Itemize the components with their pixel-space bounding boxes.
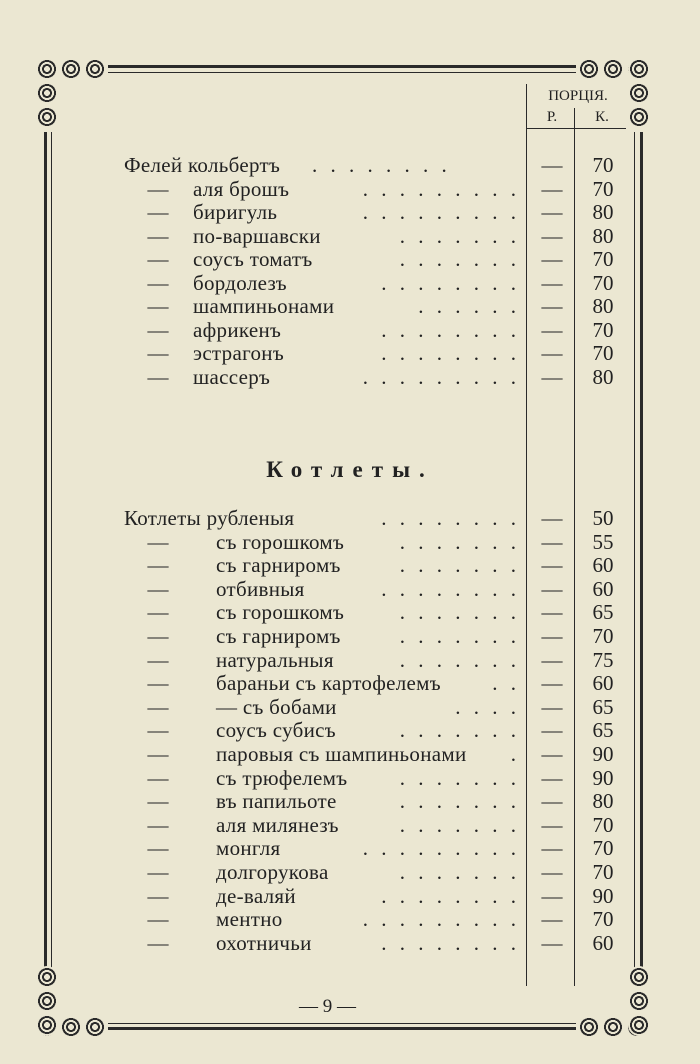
ditto-dash: — [147,341,169,365]
item-name: аля милянезъ [216,812,339,837]
ditto-dash: — [147,789,169,814]
menu-row [0,695,700,719]
price-kop: 80 [592,200,614,224]
menu-row [0,624,700,648]
item-name: охотничьи [216,930,312,955]
price-kop: 90 [592,883,614,908]
price-rub: — [541,883,563,908]
ditto-dash: — [147,223,169,248]
price-rub: — [541,624,563,648]
menu-row [0,860,700,884]
leader-dots: . . . . . . . . [381,317,520,342]
price-kop: 80 [592,789,614,814]
leader-dots: . . . . . . . . [381,930,520,955]
item-name: аля брошъ [193,176,290,201]
leader-dots: . . . . . . . [399,553,520,578]
menu-row [0,365,700,389]
price-kop: 60 [592,553,614,578]
price-rub: — [541,647,563,672]
leader-dots: . . . . . . . [399,529,520,554]
menu-row [0,247,700,271]
item-name: эстрагонъ [193,341,284,365]
menu-row [0,671,700,695]
frame-bottom-line [108,1027,576,1030]
leader-dots: . . . . . . . [399,789,520,814]
price-rub: — [541,270,563,295]
item-name: бордолезъ [193,270,287,295]
menu-row [0,153,700,177]
ditto-dash: — [147,553,169,578]
price-rub: — [541,718,563,743]
leader-dots: . . . . . . . [399,647,520,672]
price-rub: — [541,671,563,696]
menu-row [0,530,700,554]
header-rub: Р. [546,109,558,125]
ornament-top-left-v [36,58,60,132]
price-rub: — [541,812,563,837]
menu-row [0,648,700,672]
item-name: съ горошкомъ [216,529,345,554]
item-name: соусъ томатъ [193,247,313,271]
menu-row [0,294,700,318]
price-rub: — [541,860,563,884]
price-rub: — [541,341,563,365]
menu-row [0,766,700,790]
ditto-dash: — [147,671,169,696]
ditto-dash: — [147,812,169,837]
item-name: съ трюфелемъ [216,765,348,790]
price-kop: 60 [592,576,614,601]
leader-dots: . . [492,671,520,696]
price-kop: 70 [592,624,614,648]
section-title-cutlets: Котлеты. [266,457,434,482]
price-kop: 70 [592,317,614,342]
item-name: — съ бобами [216,694,337,719]
menu-row [0,200,700,224]
frame-top-line [108,65,576,68]
leader-dots: . . . . . . . . . [362,176,520,201]
menu-row [0,553,700,577]
price-rub: — [541,553,563,578]
menu-row [0,224,700,248]
price-kop: 60 [592,671,614,696]
header-underline [526,128,626,129]
header-kop: К. [595,109,609,125]
ditto-dash: — [147,529,169,554]
price-rub: — [541,907,563,932]
price-kop: 70 [592,247,614,271]
price-kop: 90 [592,742,614,766]
price-rub: — [541,364,563,389]
menu-row [0,177,700,201]
leader-dots: . . . . . . . . . [362,836,520,861]
price-kop: 65 [592,600,614,625]
menu-row [0,318,700,342]
price-rub: — [541,765,563,790]
leader-dots: . . . . . . . [399,718,520,743]
item-name: Фелей кольбертъ [124,153,281,177]
price-rub: — [541,694,563,719]
menu-row [0,813,700,837]
menu-row [0,742,700,766]
price-rub: — [541,529,563,554]
leader-dots: . . . . [455,694,520,719]
price-rub: — [541,200,563,224]
leader-dots: . . . . . . . . . [362,907,520,932]
price-kop: 70 [592,812,614,837]
item-name: паровыя съ шампиньонами [216,742,467,766]
ditto-dash: — [147,907,169,932]
price-kop: 70 [592,907,614,932]
frame-top-line-thin [108,72,576,73]
item-name: монгля [216,836,281,861]
price-kop: 70 [592,176,614,201]
page-number: — 9 — [299,996,356,1017]
item-name: въ папильоте [216,789,337,814]
price-kop: 70 [592,270,614,295]
ditto-dash: — [147,270,169,295]
item-name: биригуль [193,200,278,224]
price-kop: 50 [592,506,614,530]
leader-dots: . . . . . . . . [381,883,520,908]
ditto-dash: — [147,200,169,224]
price-rub: — [541,176,563,201]
ditto-dash: — [147,364,169,389]
ditto-dash: — [147,294,169,318]
price-kop: 65 [592,694,614,719]
item-name: Котлеты рубленыя [124,506,295,530]
price-rub: — [541,576,563,601]
price-rub: — [541,789,563,814]
ditto-dash: — [147,647,169,672]
price-kop: 70 [592,860,614,884]
leader-dots: . . . . . . . [399,860,520,884]
leader-dots: . . . . . . . [399,223,520,248]
price-rub: — [541,930,563,955]
item-name: африкенъ [193,317,282,342]
frame-bottom-line-thin [108,1023,576,1024]
price-rub: — [541,742,563,766]
menu-row [0,836,700,860]
menu-row [0,271,700,295]
ditto-dash: — [147,930,169,955]
price-kop: 75 [592,647,614,672]
menu-row [0,884,700,908]
ditto-dash: — [147,247,169,271]
item-name: долгорукова [216,860,329,884]
leader-dots: . . . . . . . . [381,506,520,530]
menu-row [0,718,700,742]
ditto-dash: — [147,836,169,861]
price-kop: 80 [592,364,614,389]
price-rub: — [541,506,563,530]
ditto-dash: — [147,176,169,201]
ditto-dash: — [147,883,169,908]
price-kop: 70 [592,836,614,861]
price-kop: 90 [592,765,614,790]
price-kop: 65 [592,718,614,743]
leader-dots: . . . . . . . . . [362,364,520,389]
price-rub: — [541,836,563,861]
ditto-dash: — [147,694,169,719]
item-name: шассеръ [193,364,271,389]
price-kop: 60 [592,930,614,955]
leader-dots: . . . . . . [418,294,520,318]
price-kop: 70 [592,341,614,365]
item-name: бараньи съ картофелемъ [216,671,441,696]
ditto-dash: — [147,624,169,648]
leader-dots: . . . . . . . . [312,153,451,177]
item-name: отбивныя [216,576,305,601]
ditto-dash: — [147,576,169,601]
item-name: съ гарниромъ [216,553,341,578]
leader-dots: . [510,742,520,766]
item-name: ментно [216,907,283,932]
price-kop: 80 [592,223,614,248]
ditto-dash: — [147,718,169,743]
menu-row [0,341,700,365]
ditto-dash: — [147,600,169,625]
ditto-dash: — [147,860,169,884]
header-portion: ПОРЦІЯ. [548,88,608,104]
ditto-dash: — [147,765,169,790]
item-name: съ горошкомъ [216,600,345,625]
price-rub: — [541,600,563,625]
item-name: съ гарниромъ [216,624,341,648]
item-name: по-варшавски [193,223,321,248]
leader-dots: . . . . . . . . [381,341,520,365]
item-name: де-валяй [216,883,296,908]
price-rub: — [541,317,563,342]
leader-dots: . . . . . . . . [381,576,520,601]
price-kop: 55 [592,529,614,554]
price-rub: — [541,247,563,271]
leader-dots: . . . . . . . [399,600,520,625]
price-rub: — [541,294,563,318]
menu-row [0,577,700,601]
menu-row [0,907,700,931]
item-name: натуральныя [216,647,334,672]
ornament-top-right-v [628,58,652,132]
price-rub: — [541,153,563,177]
menu-row [0,931,700,955]
ditto-dash: — [147,317,169,342]
price-rub: — [541,223,563,248]
leader-dots: . . . . . . . [399,812,520,837]
menu-row [0,600,700,624]
leader-dots: . . . . . . . [399,247,520,271]
menu-row [0,789,700,813]
item-name: шампиньонами [193,294,335,318]
menu-row [0,506,700,530]
item-name: соусъ субисъ [216,718,336,743]
ditto-dash: — [147,742,169,766]
leader-dots: . . . . . . . [399,765,520,790]
leader-dots: . . . . . . . [399,624,520,648]
price-kop: 80 [592,294,614,318]
leader-dots: . . . . . . . . [381,270,520,295]
leader-dots: . . . . . . . . . [362,200,520,224]
price-kop: 70 [592,153,614,177]
